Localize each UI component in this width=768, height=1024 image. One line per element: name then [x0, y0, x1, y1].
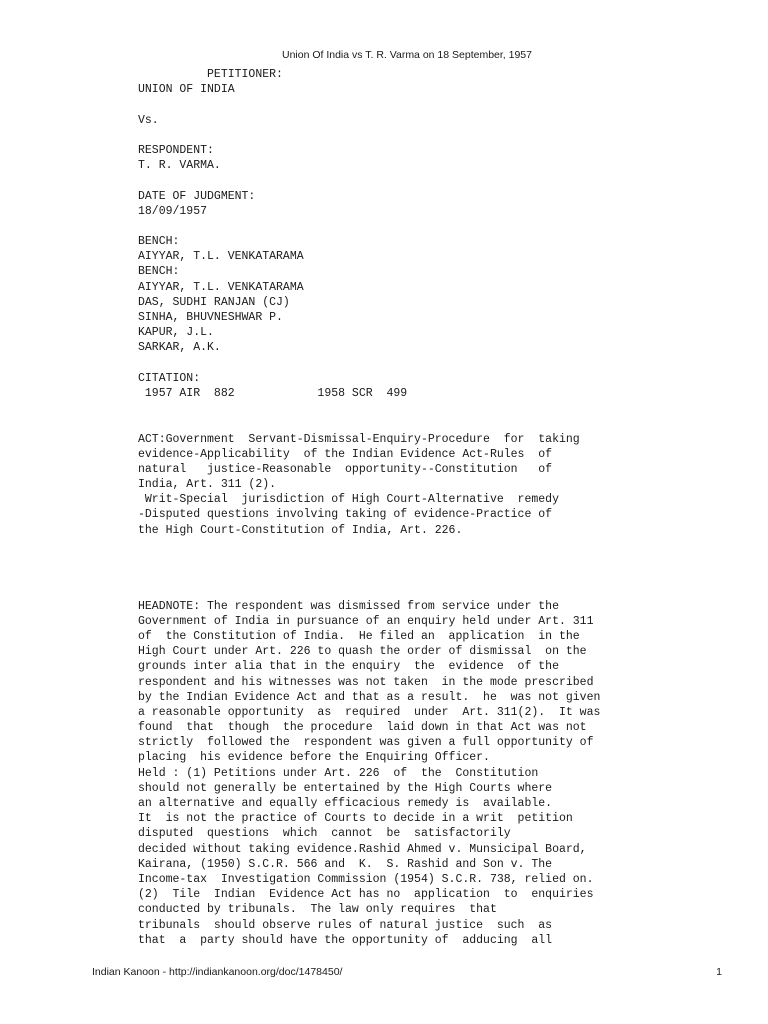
document-line: grounds inter alia that in the enquiry the evidence of the — [138, 660, 559, 674]
document-line: Government of India in pursuance of an enquiry held under Art. 311 — [138, 614, 594, 628]
document-line: a reasonable opportunity as required under Art. 311(2). It was — [138, 705, 601, 719]
document-line: RESPONDENT: — [138, 143, 214, 157]
document-line: conducted by tribunals. The law only requires that — [138, 903, 497, 917]
document-line: Kairana, (1950) S.C.R. 566 and K. S. Rashid and Son v. The — [138, 857, 553, 871]
document-line: AIYYAR, T.L. VENKATARAMA — [138, 280, 304, 294]
document-line — [138, 401, 600, 416]
document-line — [138, 538, 600, 553]
document-line: 1957 AIR 882 1958 SCR 499 — [138, 386, 408, 400]
document-line: High Court under Art. 226 to quash the order of dismissal on the — [138, 645, 587, 659]
document-line: KAPUR, J.L. — [138, 326, 214, 340]
document-line: Vs. — [138, 113, 159, 127]
document-line — [138, 583, 600, 598]
document-line: found that though the procedure laid down in that Act was not — [138, 721, 587, 735]
document-line: that a party should have the opportunity of adducing all — [138, 933, 553, 947]
document-line: of the Constitution of India. He filed an application in the — [138, 629, 580, 643]
footer-page-number: 1 — [716, 966, 722, 978]
document-line: an alternative and equally efficacious remedy is available. — [138, 797, 553, 810]
document-line: BENCH: — [138, 235, 180, 249]
document-line: SARKAR, A.K. — [138, 341, 221, 355]
document-line: evidence-Applicability of the Indian Evidence Act-Rules of — [138, 447, 553, 461]
document-line: placing his evidence before the Enquiring Officer. — [138, 751, 490, 765]
document-line: ACT:Government Servant-Dismissal-Enquiry-Procedure for taking — [138, 432, 580, 446]
document-line: decided without taking evidence.Rashid Ahmed v. Munsicipal Board, — [138, 842, 587, 856]
document-line: India, Art. 311 (2). — [138, 478, 277, 492]
document-line: the High Court-Constitution of India, Art. 226. — [138, 523, 463, 537]
document-line — [138, 128, 600, 143]
document-line — [138, 173, 600, 188]
document-line: should not generally be entertained by the High Courts where — [138, 781, 553, 795]
document-line — [138, 553, 600, 568]
document-line: -Disputed questions involving taking of evidence-Practice of — [138, 508, 553, 522]
document-line: BENCH: — [138, 265, 180, 279]
document-line — [138, 356, 600, 371]
document-line: (2) Tile Indian Evidence Act has no application to enquiries — [138, 888, 594, 902]
document-line: Writ-Special jurisdiction of High Court-Alternative remedy — [138, 493, 559, 507]
document-line: 18/09/1957 — [138, 204, 208, 218]
document-line: CITATION: — [138, 371, 201, 385]
document-line: HEADNOTE: The respondent was dismissed from service under the — [138, 599, 559, 613]
document-line: disputed questions which cannot be satisfactorily — [138, 827, 511, 841]
judgment-text — [138, 67, 600, 948]
document-line — [138, 97, 600, 112]
document-line: DAS, SUDHI RANJAN (CJ) — [138, 295, 290, 309]
document-line: natural justice-Reasonable opportunity--Constitution of — [138, 462, 553, 476]
document-line: strictly followed the respondent was given a full opportunity of — [138, 736, 594, 750]
footer-source-link[interactable]: Indian Kanoon - http://indiankanoon.org/doc/1478450/ — [92, 966, 343, 978]
document-line: respondent and his witnesses was not taken in the mode prescribed — [138, 675, 594, 689]
document-line: UNION OF INDIA — [138, 83, 235, 97]
document-line: SINHA, BHUVNESHWAR P. — [138, 311, 283, 324]
document-line — [138, 219, 600, 234]
document-line: tribunals should observe rules of natural justice such as — [138, 918, 553, 932]
page-header-title: Union Of India vs T. R. Varma on 18 September, 1957 — [281, 49, 532, 61]
document-line: by the Indian Evidence Act and that as a result. he was not given — [138, 690, 601, 704]
document-line: T. R. VARMA. — [138, 159, 221, 173]
document-line: It is not the practice of Courts to decide in a writ petition — [138, 812, 573, 826]
document-line: DATE OF JUDGMENT: — [138, 189, 256, 203]
document-line: Income-tax Investigation Commission (1954) S.C.R. 738, relied on. — [138, 872, 594, 886]
document-line: Held : (1) Petitions under Art. 226 of the Constitution — [138, 766, 539, 780]
document-line — [138, 568, 600, 583]
document-line — [138, 416, 600, 431]
document-line: PETITIONER: — [138, 68, 283, 81]
document-line: AIYYAR, T.L. VENKATARAMA — [138, 250, 304, 264]
